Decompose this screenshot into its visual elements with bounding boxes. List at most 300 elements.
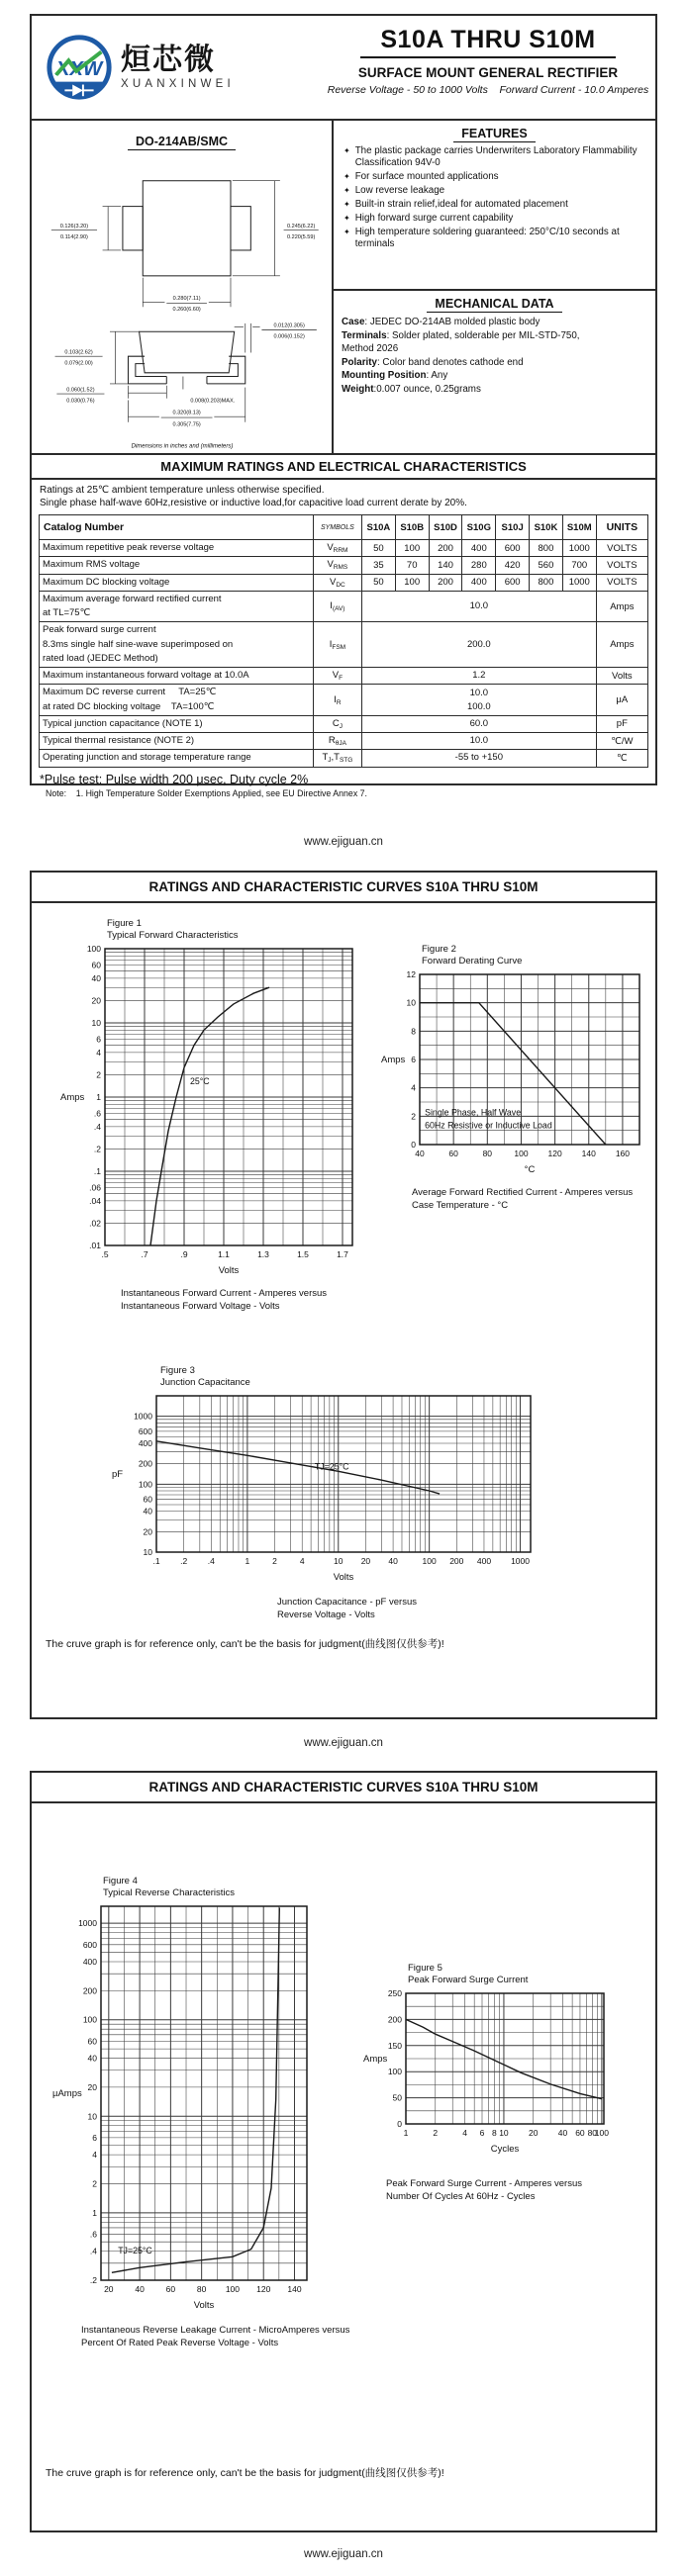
svg-text:80: 80 <box>196 2283 207 2294</box>
figure3-subtitle: Junction Capacitance <box>160 1377 250 1389</box>
table-cell: -55 to +150 <box>361 750 596 767</box>
drawing-caption: Dimensions in inches and (millimeters) <box>131 443 233 450</box>
svg-text:.1: .1 <box>152 1555 160 1566</box>
svg-text:2: 2 <box>411 1111 416 1122</box>
svg-text:1: 1 <box>92 2207 97 2218</box>
svg-text:40: 40 <box>135 2283 145 2294</box>
svg-text:60: 60 <box>91 960 101 970</box>
col-header-symbols: SYMBOLS <box>313 515 361 540</box>
svg-text:100: 100 <box>225 2283 241 2294</box>
figure5-caption-line2: Number Of Cycles At 60Hz - Cycles <box>386 2190 536 2202</box>
bullet-icon: ✦ <box>344 227 350 236</box>
table-cell: 10.0 <box>361 591 596 622</box>
dim-standoff: 0.008(0.203)MAX. <box>189 398 235 405</box>
table-cell: $C_J$ <box>313 715 361 732</box>
features-list <box>342 145 647 250</box>
figure3-title: Figure 3 <box>160 1365 195 1376</box>
figure2-caption-line1: Average Forward Rectified Current - Amperes versus <box>412 1186 634 1198</box>
dim-overall-width-top: 0.245(6.22) <box>286 223 315 230</box>
feature-text: High temperature soldering guaranteed: 250°C/10 seconds at terminals <box>354 226 620 249</box>
dim-terminal-top: 0.012(0.305) <box>272 322 305 329</box>
figure5-subtitle: Peak Forward Surge Current <box>408 1975 529 1986</box>
features-section <box>334 121 655 291</box>
table-cell: 10.0 100.0 <box>361 685 596 716</box>
table-cell: 700 <box>562 557 596 574</box>
ratings-intro-line2: Single phase half-wave 60Hz,resistive or inductive load,for capacitive load current derate by 20%. <box>40 498 467 508</box>
dim-terminal-bot: 0.006(0.152) <box>272 333 305 340</box>
svg-text:100: 100 <box>514 1148 529 1158</box>
table-cell: 100 <box>395 574 429 591</box>
package-name-heading: DO-214AB/SMC <box>32 135 332 148</box>
svg-text:150: 150 <box>387 2040 402 2051</box>
svg-text:40: 40 <box>557 2127 568 2138</box>
svg-text:400: 400 <box>476 1555 492 1566</box>
svg-text:4: 4 <box>92 2149 97 2160</box>
table-cell: Maximum DC reverse current TA=25℃ at rated DC blocking voltage TA=100℃ <box>40 685 314 716</box>
col-header-units: UNITS <box>596 515 647 540</box>
col-header-part: S10M <box>562 515 596 540</box>
feature-item <box>344 145 647 170</box>
svg-text:20: 20 <box>91 995 101 1006</box>
ratings-table-body <box>40 540 648 768</box>
svg-text:1: 1 <box>403 2127 409 2138</box>
svg-text:100: 100 <box>422 1555 437 1566</box>
datasheet-page-1 <box>30 14 657 798</box>
figure5-chart <box>362 1987 620 2158</box>
svg-text:.6: .6 <box>89 2229 97 2240</box>
table-cell: VOLTS <box>596 574 647 591</box>
svg-text:100: 100 <box>138 1479 152 1490</box>
svg-text:25°C: 25°C <box>190 1075 210 1086</box>
svg-text:60Hz Resistive or Inductive Lo: 60Hz Resistive or Inductive Load <box>425 1120 552 1131</box>
svg-text:Volts: Volts <box>333 1571 354 1583</box>
svg-text:1000: 1000 <box>134 1411 152 1422</box>
brand-block <box>32 16 321 119</box>
svg-text:60: 60 <box>87 2036 97 2047</box>
table-cell: 400 <box>462 574 496 591</box>
table-cell: Amps <box>596 591 647 622</box>
svg-text:XXW: XXW <box>55 57 103 80</box>
curves-heading: RATINGS AND CHARACTERISTIC CURVES S10A THRU S10M <box>32 873 655 903</box>
company-name-cn: 烜芯微 <box>121 44 216 77</box>
part-number-title: S10A THRU S10M <box>360 26 615 58</box>
svg-text:100: 100 <box>86 943 101 954</box>
svg-text:.2: .2 <box>93 1144 101 1154</box>
dim-body-length-bot: 0.260(6.60) <box>171 306 201 313</box>
col-header-part: S10K <box>530 515 563 540</box>
col-header-part: S10D <box>429 515 462 540</box>
dim-lead-top: 0.060(1.52) <box>65 387 95 394</box>
col-header-part: S10B <box>395 515 429 540</box>
table-cell: 60.0 <box>361 715 596 732</box>
mechanical-line: Case: JEDEC DO-214AB molded plastic body <box>342 317 540 327</box>
svg-text:.7: .7 <box>141 1248 148 1259</box>
feature-item <box>344 199 647 211</box>
table-row <box>40 540 648 557</box>
svg-text:Cycles: Cycles <box>490 2143 520 2155</box>
table-cell: Peak forward surge current 8.3ms single half sine-wave superimposed on rated load (JEDEC Method) <box>40 622 314 668</box>
svg-text:°C: °C <box>524 1163 536 1175</box>
svg-text:.2: .2 <box>180 1555 188 1566</box>
svg-text:160: 160 <box>615 1148 631 1158</box>
svg-text:4: 4 <box>411 1082 416 1093</box>
svg-text:.6: .6 <box>93 1108 101 1119</box>
bullet-icon: ✦ <box>344 213 350 223</box>
figure-1 <box>59 918 366 1313</box>
table-cell: ℃/W <box>596 733 647 750</box>
mechanical-line: Method 2026 <box>342 343 399 355</box>
svg-text:2: 2 <box>272 1555 277 1566</box>
svg-text:10: 10 <box>499 2127 509 2138</box>
svg-text:20: 20 <box>529 2127 539 2138</box>
svg-text:.4: .4 <box>89 2246 97 2256</box>
svg-text:80: 80 <box>482 1148 493 1158</box>
svg-text:60: 60 <box>165 2283 176 2294</box>
svg-text:Single Phase, Half Wave: Single Phase, Half Wave <box>425 1107 522 1118</box>
table-cell: 1.2 <box>361 668 596 685</box>
svg-text:1000: 1000 <box>511 1555 530 1566</box>
table-cell: $V_{RRM}$ <box>313 540 361 557</box>
svg-text:20: 20 <box>360 1555 371 1566</box>
figure3-caption-line1: Junction Capacitance - pF versus <box>277 1596 417 1608</box>
bullet-icon: ✦ <box>344 186 350 196</box>
svg-text:1.1: 1.1 <box>218 1248 230 1259</box>
svg-text:4: 4 <box>299 1555 305 1566</box>
table-cell: $T_J,T_{STG}$ <box>313 750 361 767</box>
svg-text:.4: .4 <box>93 1121 101 1132</box>
header <box>32 16 655 121</box>
curves-heading: RATINGS AND CHARACTERISTIC CURVES S10A THRU S10M <box>32 1773 655 1803</box>
table-row <box>40 622 648 668</box>
table-cell: $I_{(AV)}$ <box>313 591 361 622</box>
feature-text: Built-in strain relief,ideal for automated placement <box>354 198 568 210</box>
table-cell: $V_F$ <box>313 668 361 685</box>
svg-text:.04: .04 <box>89 1195 101 1206</box>
table-cell: Typical junction capacitance (NOTE 1) <box>40 715 314 732</box>
svg-text:4: 4 <box>462 2127 467 2138</box>
table-cell: 35 <box>361 557 395 574</box>
svg-text:4: 4 <box>96 1047 101 1058</box>
svg-text:10: 10 <box>406 997 416 1008</box>
ratings-tagline: Reverse Voltage - 50 to 1000 Volts Forward Current - 10.0 Amperes <box>327 84 649 96</box>
table-cell: 420 <box>496 557 530 574</box>
table-row <box>40 591 648 622</box>
site-url: www.ejiguan.cn <box>304 2548 383 2560</box>
table-cell: 50 <box>361 540 395 557</box>
table-cell: 140 <box>429 557 462 574</box>
svg-text:200: 200 <box>82 1985 97 1996</box>
table-cell: Amps <box>596 622 647 668</box>
svg-text:20: 20 <box>87 2081 97 2092</box>
table-cell: Maximum DC blocking voltage <box>40 574 314 591</box>
company-logo-icon <box>44 32 115 103</box>
datasheet-page-3 <box>30 1771 657 2532</box>
dim-overall-length-top: 0.320(8.13) <box>171 410 201 416</box>
svg-text:.9: .9 <box>180 1248 188 1259</box>
footnote: Note: 1. High Temperature Solder Exemptions Applied, see EU Directive Annex 7. <box>46 787 368 798</box>
figure-3 <box>111 1365 546 1621</box>
svg-text:2: 2 <box>433 2127 439 2138</box>
table-cell: Maximum RMS voltage <box>40 557 314 574</box>
figure3-caption-line2: Reverse Voltage - Volts <box>277 1609 375 1620</box>
svg-text:100: 100 <box>387 2066 402 2076</box>
svg-text:400: 400 <box>138 1437 152 1448</box>
feature-item <box>344 185 647 197</box>
table-cell: 600 <box>496 540 530 557</box>
table-row <box>40 668 648 685</box>
site-url: www.ejiguan.cn <box>304 836 383 848</box>
svg-text:6: 6 <box>479 2127 485 2138</box>
figure4-subtitle: Typical Reverse Characteristics <box>103 1887 236 1899</box>
dim-overall-length-bot: 0.305(7.75) <box>171 421 201 428</box>
svg-text:12: 12 <box>406 968 416 979</box>
title-block <box>321 16 655 119</box>
table-cell: 1000 <box>562 540 596 557</box>
table-cell: 10.0 <box>361 733 596 750</box>
company-name-en: XUANXINWEI <box>121 77 235 90</box>
figure3-chart <box>111 1390 546 1586</box>
dim-body-width-top: 0.126(3.20) <box>59 223 88 230</box>
figure1-subtitle: Typical Forward Characteristics <box>107 930 239 942</box>
figure1-title: Figure 1 <box>107 918 142 929</box>
brand-names <box>121 45 235 90</box>
svg-text:10: 10 <box>91 1017 101 1028</box>
svg-text:40: 40 <box>143 1506 152 1517</box>
table-cell: 280 <box>462 557 496 574</box>
package-outline-drawing <box>33 153 332 455</box>
svg-text:200: 200 <box>449 1555 464 1566</box>
figure-5 <box>362 1963 620 2203</box>
svg-text:.1: .1 <box>93 1165 101 1176</box>
features-mechanical-panel <box>334 121 655 453</box>
dim-height-top: 0.103(2.62) <box>63 349 93 356</box>
col-header-catalog: Catalog Number <box>40 515 314 540</box>
svg-text:6: 6 <box>92 2132 97 2143</box>
svg-text:120: 120 <box>547 1148 562 1158</box>
ratings-intro-line1: Ratings at 25℃ ambient temperature unless otherwise specified. <box>40 485 325 496</box>
figure5-caption-line1: Peak Forward Surge Current - Amperes versus <box>386 2177 582 2189</box>
spec-columns <box>32 121 655 455</box>
svg-text:10: 10 <box>87 2110 97 2121</box>
figure2-subtitle: Forward Derating Curve <box>422 956 523 967</box>
table-cell: pF <box>596 715 647 732</box>
figure5-title: Figure 5 <box>408 1963 442 1974</box>
svg-text:20: 20 <box>104 2283 114 2294</box>
svg-text:8: 8 <box>491 2127 497 2138</box>
reference-note: The cruve graph is for reference only, can't be the basis for judgment(曲线图仅供参考)! <box>46 2467 444 2479</box>
svg-text:200: 200 <box>138 1458 152 1469</box>
figure2-title: Figure 2 <box>422 944 456 955</box>
feature-item <box>344 171 647 183</box>
table-cell: VOLTS <box>596 540 647 557</box>
table-row <box>40 574 648 591</box>
dim-body-width-bot: 0.114(2.90) <box>59 233 88 240</box>
figure1-caption-line2: Instantaneous Forward Voltage - Volts <box>121 1300 280 1312</box>
table-cell: $R_{\theta JA}$ <box>313 733 361 750</box>
ratings-table-head <box>40 515 648 540</box>
mechanical-line: Mounting Position: Any <box>342 370 448 382</box>
svg-text:6: 6 <box>411 1054 416 1064</box>
site-url: www.ejiguan.cn <box>304 1737 383 1749</box>
svg-text:140: 140 <box>581 1148 596 1158</box>
reference-note: The cruve graph is for reference only, can't be the basis for judgment(曲线图仅供参考)! <box>46 1638 444 1650</box>
figure-2 <box>380 944 653 1212</box>
svg-text:.2: .2 <box>89 2274 97 2285</box>
feature-text: The plastic package carries Underwriters Laboratory Flammability Classification 94V-0 <box>354 145 638 169</box>
mechanical-heading: MECHANICAL DATA <box>342 297 647 311</box>
ratings-table <box>39 514 648 768</box>
datasheet-page-2 <box>30 871 657 1719</box>
package-drawing-panel <box>32 121 334 453</box>
table-cell: Maximum instantaneous forward voltage at 10.0A <box>40 668 314 685</box>
table-cell: 560 <box>530 557 563 574</box>
svg-text:120: 120 <box>256 2283 271 2294</box>
feature-text: Low reverse leakage <box>354 185 445 197</box>
svg-text:.5: .5 <box>101 1248 109 1259</box>
table-header-row <box>40 515 648 540</box>
svg-text:1: 1 <box>96 1091 101 1102</box>
feature-item <box>344 213 647 225</box>
dim-lead-bot: 0.030(0.76) <box>65 398 95 405</box>
table-cell: 200 <box>429 574 462 591</box>
svg-text:10: 10 <box>334 1555 344 1566</box>
table-cell: 70 <box>395 557 429 574</box>
svg-text:1000: 1000 <box>78 1917 97 1928</box>
svg-text:8: 8 <box>411 1026 416 1037</box>
svg-text:40: 40 <box>388 1555 398 1566</box>
figure4-caption-line1: Instantaneous Reverse Leakage Current - MicroAmperes versus <box>81 2324 350 2336</box>
table-cell: μA <box>596 685 647 716</box>
table-cell: 800 <box>530 574 563 591</box>
mechanical-line: Polarity: Color band denotes cathode end <box>342 356 524 368</box>
svg-text:0: 0 <box>397 2118 402 2129</box>
ratings-intro <box>32 480 655 511</box>
svg-text:.01: .01 <box>89 1240 101 1250</box>
figure2-chart <box>380 968 653 1178</box>
svg-text:1.7: 1.7 <box>337 1248 348 1259</box>
table-row <box>40 733 648 750</box>
svg-text:TJ=25°C: TJ=25°C <box>118 2245 152 2255</box>
table-row <box>40 750 648 767</box>
svg-text:1.5: 1.5 <box>297 1248 309 1259</box>
svg-text:100: 100 <box>594 2127 609 2138</box>
svg-text:80: 80 <box>587 2127 598 2138</box>
svg-text:250: 250 <box>387 1987 402 1998</box>
svg-text:.06: .06 <box>89 1182 101 1193</box>
table-cell: 100 <box>395 540 429 557</box>
svg-text:100: 100 <box>82 2014 97 2025</box>
svg-text:50: 50 <box>392 2092 402 2103</box>
mechanical-data-section <box>334 291 655 396</box>
mechanical-line: Weight:0.007 ounce, 0.25grams <box>342 383 481 395</box>
svg-text:60: 60 <box>575 2127 585 2138</box>
ratings-heading: MAXIMUM RATINGS AND ELECTRICAL CHARACTERISTICS <box>32 455 655 480</box>
svg-text:Amps: Amps <box>60 1091 85 1103</box>
feature-item <box>344 227 647 251</box>
svg-text:140: 140 <box>287 2283 302 2294</box>
svg-text:Volts: Volts <box>218 1264 240 1276</box>
table-cell: 200 <box>429 540 462 557</box>
mechanical-lines <box>342 316 647 396</box>
table-cell: Maximum repetitive peak reverse voltage <box>40 540 314 557</box>
product-subtitle: SURFACE MOUNT GENERAL RECTIFIER <box>357 65 619 80</box>
table-row <box>40 557 648 574</box>
svg-text:10: 10 <box>143 1546 152 1557</box>
dim-body-length-top: 0.280(7.11) <box>172 295 201 302</box>
svg-text:60: 60 <box>448 1148 458 1158</box>
table-cell: 400 <box>462 540 496 557</box>
table-cell: 50 <box>361 574 395 591</box>
svg-text:TJ=25°C: TJ=25°C <box>314 1461 349 1472</box>
dim-height-bot: 0.079(2.00) <box>63 360 93 367</box>
figure4-title: Figure 4 <box>103 1876 138 1886</box>
table-row <box>40 715 648 732</box>
features-heading: FEATURES <box>342 127 647 140</box>
svg-text:6: 6 <box>96 1034 101 1045</box>
table-cell: $V_{RMS}$ <box>313 557 361 574</box>
svg-text:200: 200 <box>387 2014 402 2025</box>
table-cell: $I_R$ <box>313 685 361 716</box>
table-cell: $I_{FSM}$ <box>313 622 361 668</box>
table-cell: 800 <box>530 540 563 557</box>
table-cell: Maximum average forward rectified current at TL=75℃ <box>40 591 314 622</box>
svg-text:µAmps: µAmps <box>52 2087 82 2099</box>
svg-text:Amps: Amps <box>363 2053 388 2065</box>
table-cell: 1000 <box>562 574 596 591</box>
feature-text: High forward surge current capability <box>354 212 514 224</box>
svg-text:2: 2 <box>92 2178 97 2189</box>
figure1-chart <box>59 943 366 1279</box>
figure-4 <box>51 1876 349 2349</box>
figure2-caption-line2: Case Temperature - °C <box>412 1199 509 1211</box>
svg-text:2: 2 <box>96 1069 101 1080</box>
bullet-icon: ✦ <box>344 172 350 182</box>
svg-text:Volts: Volts <box>193 2299 215 2311</box>
dim-overall-width-bot: 0.220(5.59) <box>286 233 315 240</box>
svg-text:Amps: Amps <box>381 1054 406 1065</box>
col-header-part: S10G <box>462 515 496 540</box>
feature-text: For surface mounted applications <box>354 171 499 183</box>
table-cell: ℃ <box>596 750 647 767</box>
svg-text:.02: .02 <box>89 1218 101 1229</box>
svg-text:pF: pF <box>112 1468 124 1480</box>
svg-text:1: 1 <box>245 1555 250 1566</box>
table-row <box>40 685 648 716</box>
col-header-part: S10A <box>361 515 395 540</box>
bullet-icon: ✦ <box>344 146 350 155</box>
svg-text:600: 600 <box>138 1426 152 1436</box>
svg-text:40: 40 <box>91 972 101 983</box>
table-cell: Volts <box>596 668 647 685</box>
svg-text:600: 600 <box>82 1939 97 1950</box>
svg-text:400: 400 <box>82 1956 97 1967</box>
svg-text:40: 40 <box>87 2053 97 2064</box>
svg-text:.4: .4 <box>207 1555 215 1566</box>
col-header-part: S10J <box>496 515 530 540</box>
svg-text:0: 0 <box>411 1139 416 1150</box>
table-cell: 600 <box>496 574 530 591</box>
pulse-test-note: *Pulse test: Pulse width 200 μsec, Duty cycle 2% <box>40 772 309 786</box>
figure1-caption-line1: Instantaneous Forward Current - Amperes versus <box>121 1287 328 1299</box>
table-cell: VOLTS <box>596 557 647 574</box>
table-cell: 200.0 <box>361 622 596 668</box>
mechanical-line: Terminals: Solder plated, solderable per MIL-STD-750, <box>342 329 580 341</box>
figure4-caption-line2: Percent Of Rated Peak Reverse Voltage - Volts <box>81 2337 279 2348</box>
svg-text:60: 60 <box>143 1494 152 1505</box>
table-cell: Typical thermal resistance (NOTE 2) <box>40 733 314 750</box>
bullet-icon: ✦ <box>344 199 350 209</box>
table-cell: Operating junction and storage temperature range <box>40 750 314 767</box>
